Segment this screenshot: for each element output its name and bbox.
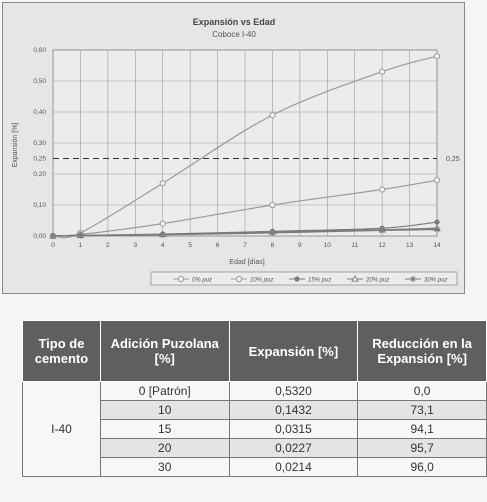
x-tick-label: 9	[298, 242, 302, 249]
reduccion-cell: 73,1	[358, 401, 487, 420]
x-tick-label: 3	[133, 242, 138, 249]
y-tick-label: 0,40	[33, 109, 46, 116]
data-point	[434, 226, 440, 232]
y-tick-label: 0,20	[33, 171, 46, 178]
data-point	[379, 227, 385, 233]
data-point	[435, 220, 439, 224]
legend-label: 15% puz	[308, 277, 332, 284]
data-point	[410, 276, 416, 282]
chart-title: Expansión vs Edad	[192, 17, 276, 27]
header-expansion: Expansión [%]	[229, 321, 358, 382]
data-point	[160, 221, 165, 226]
data-point	[77, 233, 83, 239]
reduccion-cell: 94,1	[358, 420, 487, 439]
header-adicion-puzolana: Adición Puzolana [%]	[100, 321, 229, 382]
x-tick-label: 1	[78, 242, 83, 249]
y-tick-label: 0,25	[33, 155, 46, 163]
x-tick-label: 12	[378, 242, 386, 249]
expansion-cell: 0,5320	[229, 382, 358, 401]
data-point	[50, 233, 56, 239]
y-axis-label: Expansión [%]	[12, 122, 19, 168]
legend-label: 10% puz	[250, 277, 274, 284]
adicion-cell: 15	[100, 420, 229, 439]
legend-label: 20% puz	[366, 277, 390, 284]
expansion-cell: 0,0315	[229, 420, 358, 439]
legend-label: 0% puz	[192, 277, 213, 284]
expansion-cell: 0,0214	[229, 458, 358, 477]
data-point	[434, 54, 439, 59]
data-point	[178, 276, 183, 281]
x-tick-label: 7	[243, 242, 247, 249]
data-point	[380, 69, 385, 74]
data-point	[295, 277, 299, 281]
expansion-chart	[3, 3, 466, 295]
x-tick-label: 11	[351, 242, 359, 249]
x-tick-label: 2	[106, 242, 110, 249]
data-point	[269, 230, 275, 236]
data-point	[380, 187, 385, 192]
x-tick-label: 14	[433, 242, 441, 249]
x-tick-label: 6	[215, 242, 220, 249]
header-tipo-cemento: Tipo de cemento	[23, 321, 101, 382]
reference-label: 0,25	[446, 156, 460, 163]
y-tick-label: 0,50	[33, 78, 46, 85]
x-tick-label: 5	[188, 242, 192, 249]
y-tick-label: 0,10	[33, 202, 46, 209]
chart-panel	[2, 2, 465, 294]
data-point	[270, 113, 275, 118]
expansion-cell: 0,0227	[229, 439, 358, 458]
adicion-cell: 0 [Patrón]	[100, 382, 229, 401]
expansion-cell: 0,1432	[229, 401, 358, 420]
y-tick-label: 0,60	[33, 47, 46, 54]
adicion-cell: 30	[100, 458, 229, 477]
data-point	[160, 232, 166, 238]
x-tick-label: 13	[405, 242, 414, 249]
y-tick-label: 0,30	[33, 140, 46, 147]
reduccion-cell: 0,0	[358, 382, 487, 401]
chart-subtitle: Coboce I-40	[212, 30, 256, 39]
expansion-table	[22, 320, 487, 477]
header-reduccion: Reducción en la Expansión [%]	[358, 321, 487, 382]
x-tick-label: 0	[51, 242, 55, 249]
x-axis-label: Edad [días]	[229, 259, 265, 266]
y-tick-label: 0,00	[33, 233, 46, 240]
adicion-cell: 20	[100, 439, 229, 458]
data-point	[160, 181, 165, 186]
table-row	[23, 382, 487, 401]
legend-label: 30% puz	[424, 277, 448, 284]
adicion-cell: 10	[100, 401, 229, 420]
reduccion-cell: 95,7	[358, 439, 487, 458]
data-point	[270, 202, 275, 207]
cement-type-cell: I-40	[23, 382, 101, 477]
reduccion-cell: 96,0	[358, 458, 487, 477]
x-tick-label: 4	[160, 242, 165, 249]
data-point	[434, 178, 439, 183]
table-header-row	[23, 321, 487, 382]
x-tick-label: 8	[270, 242, 275, 249]
data-point	[236, 276, 241, 281]
x-tick-label: 10	[323, 242, 331, 249]
